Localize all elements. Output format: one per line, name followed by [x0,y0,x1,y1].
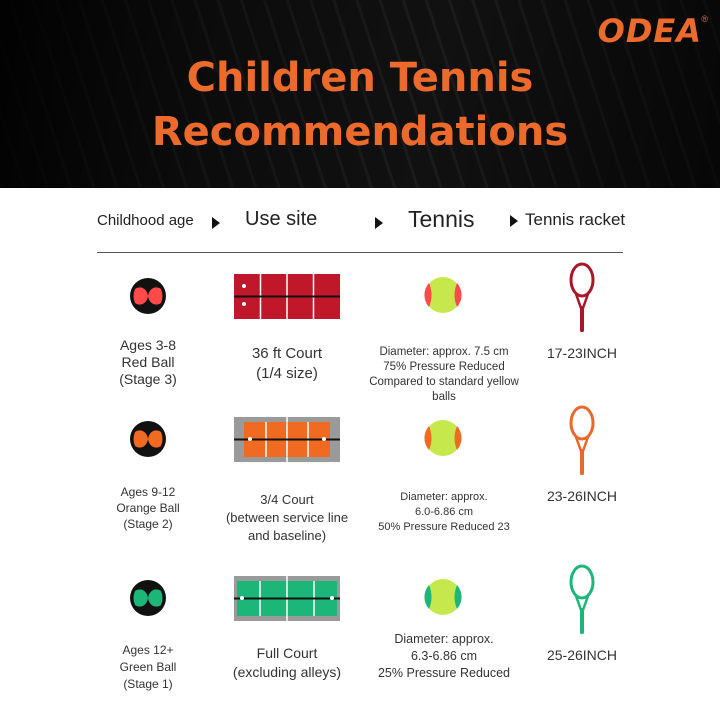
ball-spec-green: Diameter: approx. 6.3-6.86 cm 25% Pressure Reduced [377,632,511,680]
red-racket-icon [566,262,598,334]
arrow-right-icon [212,217,220,229]
court-quarter-red-icon [234,274,340,319]
racket-size-red: 17-23INCH [546,345,618,361]
age-label-red: Ages 3-8 Red Ball (Stage 3) [119,337,177,387]
brand-logo: ODEA [597,12,702,50]
ball-spec-orange: Diameter: approx. 6.0-6.86 cm 50% Pressure Reduced 23 [378,491,510,533]
ball-spec-red: Diameter: approx. 7.5 cm 75% Pressure Reduced Compared to standard yellow balls [369,346,519,403]
court-label-green: Full Court (excluding alleys) [232,645,342,680]
red-tennis-ball-icon [424,276,462,314]
registered-mark: ® [701,14,708,24]
court-label-red: 36 ft Court (1/4 size) [251,345,323,382]
page-title-line-2: Recommendations [151,109,569,155]
green-tennis-ball-icon [424,578,462,616]
orange-racket-icon [566,405,598,477]
green-racket-icon [566,564,598,636]
racket-size-orange: 23-26INCH [546,488,618,504]
court-three-quarter-orange-icon [234,417,340,462]
age-label-orange: Ages 9-12 Orange Ball (Stage 2) [116,485,180,531]
green-ball-stage-icon [129,579,167,617]
column-header-row [0,204,720,238]
orange-ball-stage-icon [129,420,167,458]
hero-banner [0,0,720,188]
header-divider [97,252,623,253]
page-title-line-1: Children Tennis [186,55,534,101]
column-header-tennis: Tennis [408,206,475,232]
column-header-racket: Tennis racket [525,210,626,229]
court-full-green-icon [234,576,340,621]
arrow-right-icon [375,217,383,229]
column-header-site: Use site [245,208,318,230]
arrow-right-icon [510,215,518,227]
column-header-age: Childhood age [97,212,194,229]
age-label-green: Ages 12+ Green Ball (Stage 1) [119,643,177,691]
red-ball-stage-icon [129,277,167,315]
racket-size-green: 25-26INCH [546,647,618,663]
orange-tennis-ball-icon [424,419,462,457]
court-label-orange: 3/4 Court (between service line and baseline) [225,492,349,543]
